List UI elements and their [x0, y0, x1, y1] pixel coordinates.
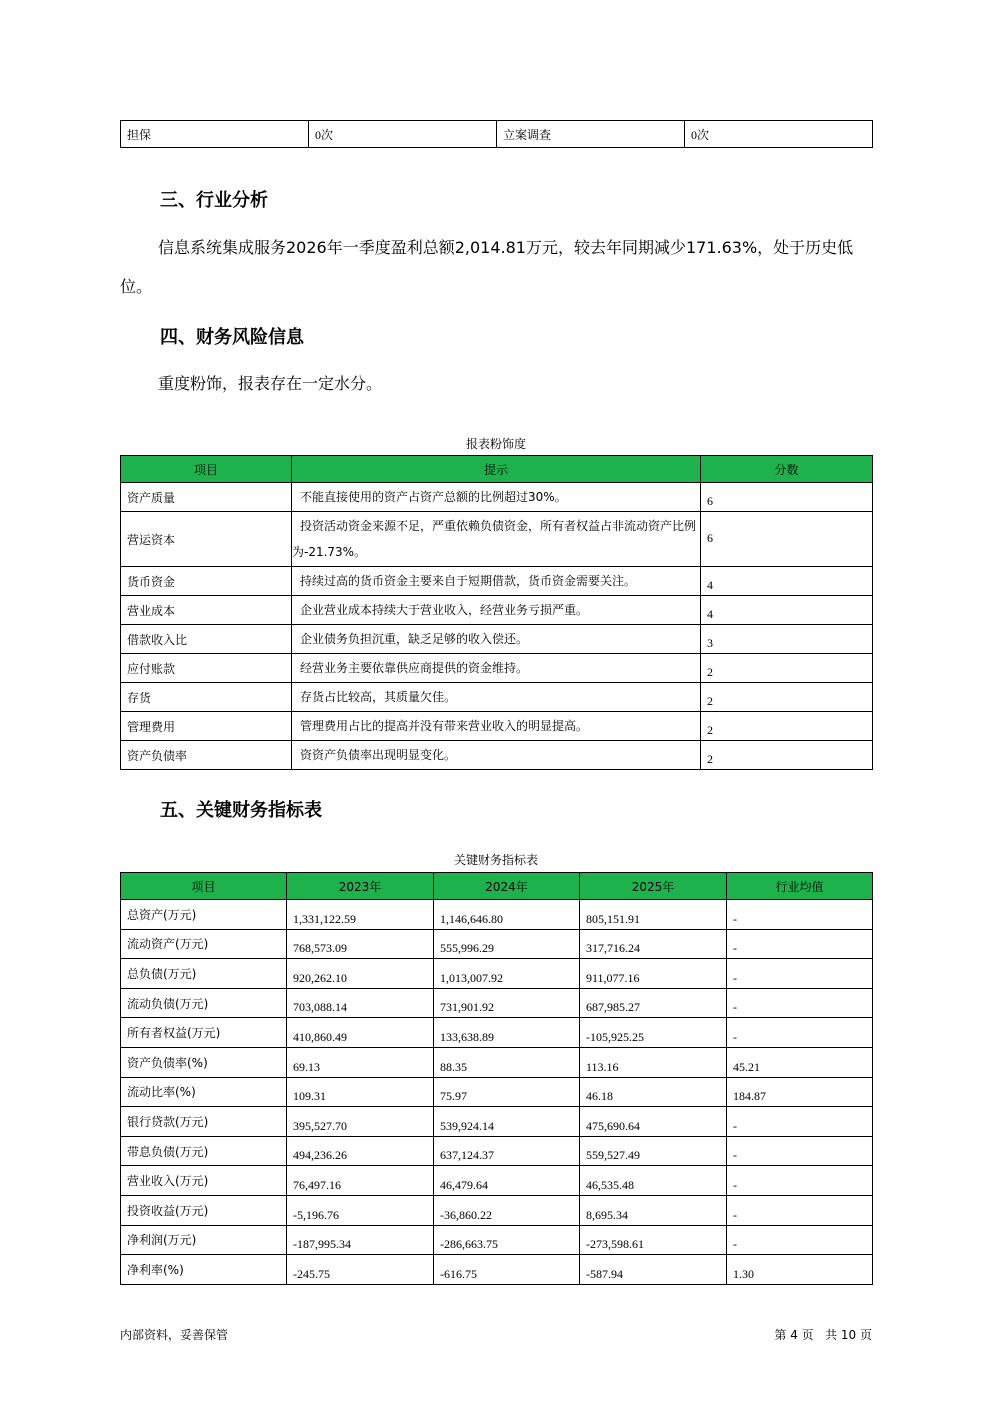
section-title-industry: 三、行业分析 — [160, 190, 268, 211]
risk-item: 应付账款 — [121, 654, 292, 683]
kpi-2023: 1,331,122.59 — [287, 900, 434, 930]
kpi-2023: -245.75 — [287, 1255, 434, 1285]
kpi-item: 投资收益(万元) — [121, 1195, 287, 1225]
kpi-industry-avg: - — [727, 1195, 873, 1225]
risk-item: 借款收入比 — [121, 625, 292, 654]
kpi-2023: 395,527.70 — [287, 1107, 434, 1137]
kpi-item: 带息负债(万元) — [121, 1136, 287, 1166]
table-header-row — [121, 873, 873, 900]
kpi-item: 流动资产(万元) — [121, 929, 287, 959]
kpi-item: 流动负债(万元) — [121, 988, 287, 1018]
table-header-row — [121, 456, 873, 483]
risk-table-caption: 报表粉饰度 — [465, 437, 526, 451]
kpi-industry-avg: - — [727, 1166, 873, 1196]
kpi-2024: 46,479.64 — [434, 1166, 580, 1196]
kpi-item: 总资产(万元) — [121, 900, 287, 930]
table-row — [121, 712, 873, 741]
risk-paragraph — [120, 364, 872, 403]
kpi-2023: -5,196.76 — [287, 1195, 434, 1225]
kpi-2025: -587.94 — [580, 1255, 727, 1285]
header-2025: 2025年 — [580, 873, 727, 900]
kpi-industry-avg: - — [727, 988, 873, 1018]
kpi-2025: 317,716.24 — [580, 929, 727, 959]
table-row — [121, 900, 873, 930]
kpi-2023: 76,497.16 — [287, 1166, 434, 1196]
table-row — [121, 512, 873, 567]
kpi-item: 营业收入(万元) — [121, 1166, 287, 1196]
table-row — [121, 1225, 873, 1255]
table-row — [121, 988, 873, 1018]
kpi-industry-avg: 45.21 — [727, 1047, 873, 1077]
table-row — [121, 683, 873, 712]
risk-item: 存货 — [121, 683, 292, 712]
kpi-2024: 731,901.92 — [434, 988, 580, 1018]
risk-hint: 经营业务主要依靠供应商提供的资金维持。 — [292, 654, 701, 683]
kpi-item: 所有者权益(万元) — [121, 1018, 287, 1048]
risk-item: 资产质量 — [121, 483, 292, 512]
risk-hint: 企业债务负担沉重，缺乏足够的收入偿还。 — [292, 625, 701, 654]
kpi-2023: -187,995.34 — [287, 1225, 434, 1255]
kpi-industry-avg: - — [727, 1018, 873, 1048]
kpi-industry-avg: - — [727, 1107, 873, 1137]
kpi-item: 资产负债率(%) — [121, 1047, 287, 1077]
table-row — [121, 741, 873, 770]
kpi-industry-avg: 1.30 — [727, 1255, 873, 1285]
kpi-industry-avg: - — [727, 900, 873, 930]
section-title-kpi: 五、关键财务指标表 — [160, 800, 322, 821]
kpi-item: 流动比率(%) — [121, 1077, 287, 1107]
kpi-2025: -105,925.25 — [580, 1018, 727, 1048]
section-title-risk: 四、财务风险信息 — [160, 327, 304, 348]
risk-text: 重度粉饰，报表存在一定水分。 — [158, 374, 383, 393]
kpi-2024: 1,146,646.80 — [434, 900, 580, 930]
header-2023: 2023年 — [287, 873, 434, 900]
risk-score: 2 — [701, 683, 873, 712]
kpi-item: 银行贷款(万元) — [121, 1107, 287, 1137]
table-row — [121, 596, 873, 625]
table-row — [121, 959, 873, 989]
risk-hint: 持续过高的货币资金主要来自于短期借款，货币资金需要关注。 — [292, 567, 701, 596]
kpi-2025: 687,985.27 — [580, 988, 727, 1018]
kpi-2023: 920,262.10 — [287, 959, 434, 989]
footer-page-number: 第 4 页 共 10 页 — [774, 1328, 872, 1342]
kpi-industry-avg: - — [727, 1225, 873, 1255]
table-row — [121, 625, 873, 654]
header-item: 项目 — [121, 456, 292, 483]
kpi-2023: 494,236.26 — [287, 1136, 434, 1166]
risk-item: 资产负债率 — [121, 741, 292, 770]
table-row — [121, 1195, 873, 1225]
kpi-2024: 539,924.14 — [434, 1107, 580, 1137]
cell-investigation-count: 0次 — [685, 121, 873, 148]
risk-hint: 投资活动资金来源不足，严重依赖负债资金，所有者权益占非流动资产比例为-21.73%。 — [292, 512, 701, 567]
cell-guarantee-count: 0次 — [309, 121, 497, 148]
kpi-2024: -286,663.75 — [434, 1225, 580, 1255]
kpi-2025: -273,598.61 — [580, 1225, 727, 1255]
header-2024: 2024年 — [434, 873, 580, 900]
industry-paragraph — [120, 228, 872, 306]
kpi-2024: 555,996.29 — [434, 929, 580, 959]
risk-item: 管理费用 — [121, 712, 292, 741]
risk-score: 2 — [701, 712, 873, 741]
table-row — [121, 1107, 873, 1137]
header-score: 分数 — [701, 456, 873, 483]
kpi-2025: 911,077.16 — [580, 959, 727, 989]
kpi-industry-avg: - — [727, 929, 873, 959]
risk-score: 6 — [701, 512, 873, 567]
risk-score: 4 — [701, 596, 873, 625]
table-row — [121, 654, 873, 683]
table-row — [121, 1077, 873, 1107]
kpi-2025: 8,695.34 — [580, 1195, 727, 1225]
kpi-2024: 133,638.89 — [434, 1018, 580, 1048]
kpi-2023: 768,573.09 — [287, 929, 434, 959]
kpi-2024: 75.97 — [434, 1077, 580, 1107]
risk-hint: 不能直接使用的资产占资产总额的比例超过30%。 — [292, 483, 701, 512]
kpi-industry-avg: 184.87 — [727, 1077, 873, 1107]
kpi-industry-avg: - — [727, 959, 873, 989]
kpi-2024: 1,013,007.92 — [434, 959, 580, 989]
risk-hint: 企业营业成本持续大于营业收入，经营业务亏损严重。 — [292, 596, 701, 625]
risk-item: 货币资金 — [121, 567, 292, 596]
kpi-item: 总负债(万元) — [121, 959, 287, 989]
kpi-2024: -616.75 — [434, 1255, 580, 1285]
kpi-industry-avg: - — [727, 1136, 873, 1166]
footer-confidential: 内部资料，妥善保管 — [120, 1328, 229, 1342]
kpi-2023: 703,088.14 — [287, 988, 434, 1018]
risk-hint: 资资产负债率出现明显变化。 — [292, 741, 701, 770]
table-row — [121, 1255, 873, 1285]
table-row — [121, 1136, 873, 1166]
kpi-2025: 805,151.91 — [580, 900, 727, 930]
risk-score: 2 — [701, 741, 873, 770]
kpi-2025: 475,690.64 — [580, 1107, 727, 1137]
header-item: 项目 — [121, 873, 287, 900]
kpi-item: 净利润(万元) — [121, 1225, 287, 1255]
risk-item: 营运资本 — [121, 512, 292, 567]
kpi-item: 净利率(%) — [121, 1255, 287, 1285]
kpi-2025: 46,535.48 — [580, 1166, 727, 1196]
header-hint: 提示 — [292, 456, 701, 483]
kpi-2024: 88.35 — [434, 1047, 580, 1077]
guarantee-table — [120, 120, 873, 148]
table-row — [121, 483, 873, 512]
header-industry-avg: 行业均值 — [727, 873, 873, 900]
risk-hint: 存货占比较高，其质量欠佳。 — [292, 683, 701, 712]
kpi-table — [120, 872, 873, 1285]
table-row — [121, 121, 873, 148]
industry-text: 信息系统集成服务2026年一季度盈利总额2,014.81万元，较去年同期减少171.63%，处于历史低位。 — [120, 238, 854, 296]
cell-guarantee-label: 担保 — [121, 121, 309, 148]
risk-hint: 管理费用占比的提高并没有带来营业收入的明显提高。 — [292, 712, 701, 741]
table-row — [121, 567, 873, 596]
kpi-2023: 69.13 — [287, 1047, 434, 1077]
risk-item: 营业成本 — [121, 596, 292, 625]
kpi-2025: 46.18 — [580, 1077, 727, 1107]
table-row — [121, 929, 873, 959]
table-row — [121, 1047, 873, 1077]
risk-score: 2 — [701, 654, 873, 683]
kpi-2024: -36,860.22 — [434, 1195, 580, 1225]
kpi-table-caption: 关键财务指标表 — [453, 853, 538, 867]
kpi-2024: 637,124.37 — [434, 1136, 580, 1166]
kpi-2023: 410,860.49 — [287, 1018, 434, 1048]
table-row — [121, 1018, 873, 1048]
risk-score: 6 — [701, 483, 873, 512]
table-row — [121, 1166, 873, 1196]
kpi-2025: 113.16 — [580, 1047, 727, 1077]
kpi-2023: 109.31 — [287, 1077, 434, 1107]
kpi-2025: 559,527.49 — [580, 1136, 727, 1166]
cell-investigation-label: 立案调查 — [497, 121, 685, 148]
risk-score: 4 — [701, 567, 873, 596]
risk-table — [120, 455, 873, 770]
risk-score: 3 — [701, 625, 873, 654]
